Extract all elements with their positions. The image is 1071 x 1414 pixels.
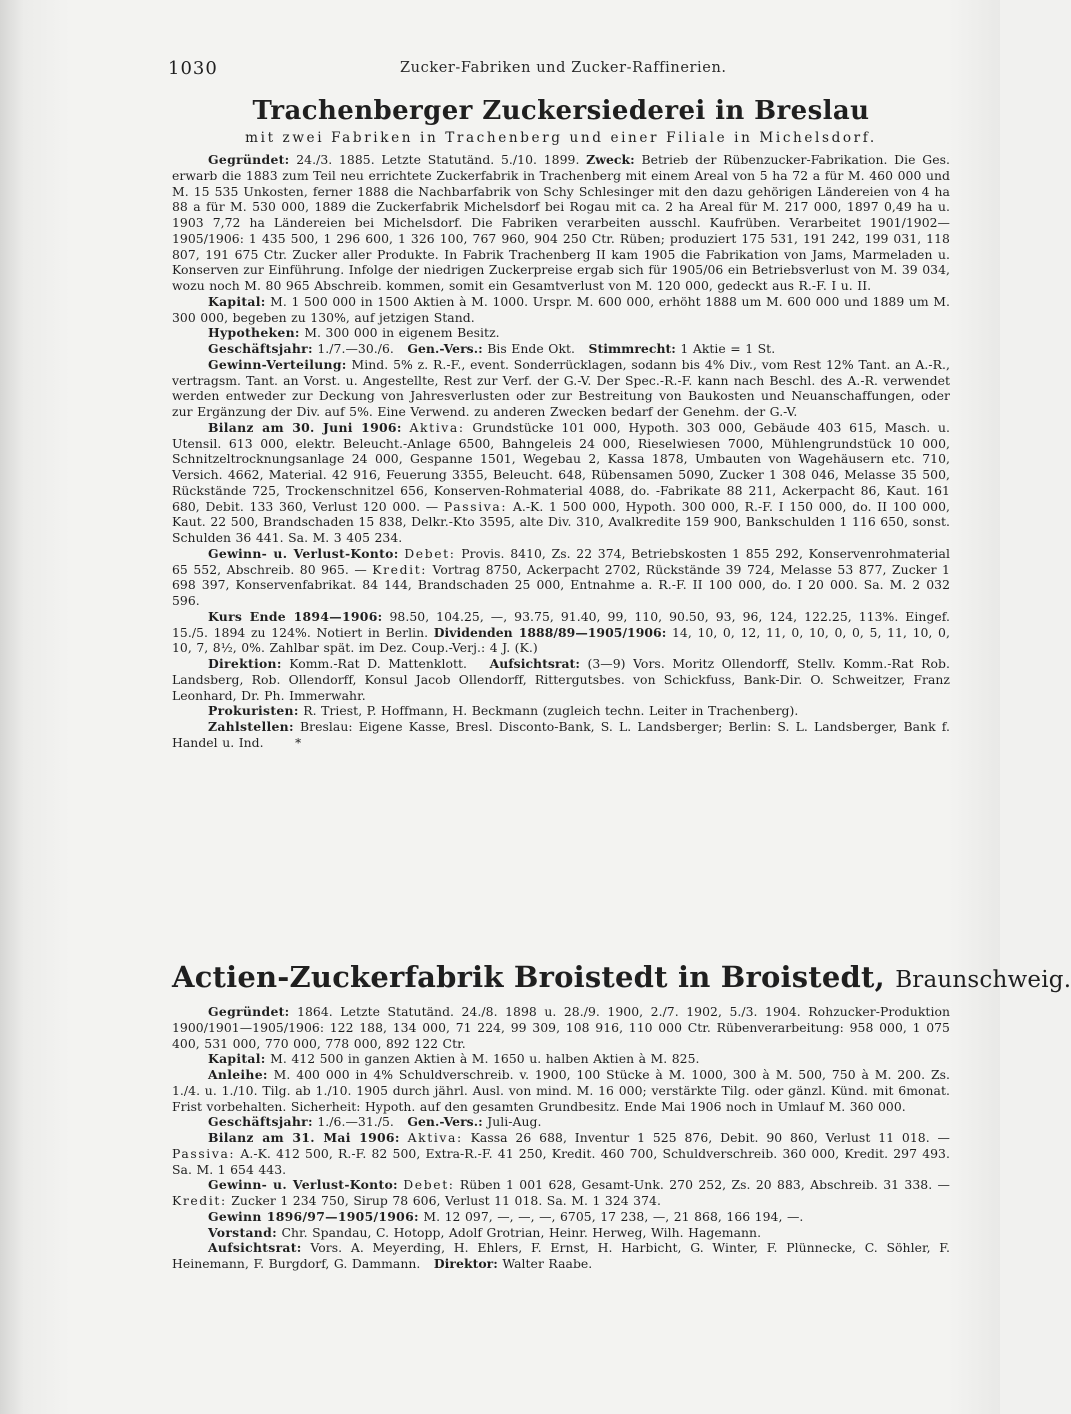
- text-aktiva: Kassa 26 688, Inventur 1 525 876, Debit. 90 860, Verlust 11 018. —: [470, 1130, 950, 1145]
- label-kredit: Kredit:: [372, 561, 428, 577]
- text-debet: Provis. 8410, Zs. 22 374, Betriebskosten 1 855 292, Konservenrohmaterial 65 552, Abschreib. 80 965. —: [172, 545, 950, 577]
- label-aktiva: Aktiva:: [407, 1130, 463, 1145]
- label-dividenden: Dividenden 1888/89—1905/1906:: [433, 624, 667, 640]
- page-number: 1030: [168, 58, 218, 79]
- paragraph-zahlstellen: [172, 719, 950, 752]
- label-direktor: Direktor:: [433, 1256, 498, 1271]
- paragraph-gewinn: [172, 1209, 950, 1225]
- paragraph-kapital: [172, 1051, 950, 1067]
- text-gegruendet: 24./3. 1885. Letzte Statutänd. 5./10. 1899.: [296, 152, 580, 167]
- label-hypotheken: Hypotheken:: [208, 325, 300, 341]
- entry-title: [172, 960, 1071, 994]
- end-mark: *: [295, 735, 302, 750]
- paragraph-geschaeftsjahr: [172, 341, 950, 357]
- paragraph-aufsichtsrat: [172, 1240, 950, 1272]
- label-debet: Debet:: [404, 545, 456, 561]
- paragraph-gegruendet: [172, 152, 950, 294]
- text-anleihe: M. 400 000 in 4% Schuldverschreib. v. 1900, 100 Stücke à M. 1000, 300 à M. 500, 750 à M. 200. Zs. 1./4. u. 1./10. Tilg. ab 1./10. 1905 durch jährl. Ausl. von mind. M. 16 000; verstärkte Tilg. oder gänzl. Künd. mit 6monat. Frist vorbehalten. Sicherheit: Hypoth. auf den gesamten Grundbesitz. Ende Mai 1906 noch in Umlauf M. 360 000.: [172, 1067, 951, 1114]
- text-passiva: A.-K. 1 500 000, Hypoth. 300 000, R.-F. I 150 000, do. II 100 000, Kaut. 22 500, Brandschaden 15 838, Delkr.-Kto 3595, alte Div. 310, Avalkredite 159 900, Bankschulden 1 116 650, sonst. Schulden 36 441. Sa. M. 3 405 234.: [172, 498, 950, 545]
- text-kapital: M. 1 500 000 in 1500 Aktien à M. 1000. Urspr. M. 600 000, erhöht 1888 um M. 600 000 und 1889 um M. 300 000, begeben zu 130%, auf jetzigen Stand.: [172, 293, 950, 325]
- text-stimmrecht: 1 Aktie = 1 St.: [680, 341, 776, 356]
- label-anleihe: Anleihe:: [208, 1067, 268, 1082]
- label-kurs: Kurs Ende 1894—1906:: [208, 608, 383, 624]
- label-bilanz: Bilanz am 30. Juni 1906:: [208, 419, 402, 435]
- label-direktion: Direktion:: [208, 656, 282, 671]
- text-gewinn: M. 12 097, —, —, —, 6705, 17 238, —, 21 868, 166 194, —.: [423, 1208, 804, 1224]
- paragraph-direktion: [172, 656, 950, 703]
- text-gewinnverteilung: Mind. 5% z. R.-F., event. Sonderrücklagen, sodann bis 4% Div., vom Rest 12% Tant. an A.-R., vertragsm. Tant. an Vorst. u. Angestellte, Rest zur Verf. der G.-V. Der Spec.-R.-F. kann nach Beschl. des A.-R. verwendet werden entweder zur Deckung von Jahresverlusten oder zur Bestreitung von Baukosten und Neuanschaffungen, oder zur Ergänzung der Div. auf 5%. Eine Verwend. zu anderen Zwecken bedarf der Genehm. der G.-V.: [172, 356, 950, 419]
- entry-title-main: Actien-Zuckerfabrik Broistedt in Broistedt,: [172, 960, 885, 994]
- label-guv: Gewinn- u. Verlust-Konto:: [208, 545, 399, 561]
- label-zahlstellen: Zahlstellen:: [208, 719, 294, 734]
- text-zweck: Betrieb der Rübenzucker-Fabrikation. Die Ges. erwarb die 1883 zum Teil neu errichtete Zuckerfabrik in Trachenberg mit einem Areal von 5 ha 72 a für M. 460 000 und M. 15 535 Unkosten, ferner 1888 die Nachbarfabrik von Schy Schlesinger mit den dazu gehörigen Ländereien von 4 ha 88 a für M. 530 000, 1889 die Zuckerfabrik Michelsdorf bei Rogau mit ca. 2 ha Areal für M. 217 000, 1897 0,49 ha u. 1903 7,72 ha Ländereien bei Michelsdorf. Die Fabriken verarbeiten ausschl. Kaufrüben. Verarbeitet 1901/1902—1905/1906: 1 435 500, 1 296 600, 1 326 100, 767 960, 904 250 Ctr. Rüben; produziert 175 531, 191 242, 199 031, 118 807, 191 675 Ctr. Zucker aller Produkte. In Fabrik Trachenberg II kam 1905 die Fabrikation von Jams, Marmeladen u. Konserven zur Einführung. Infolge der niedrigen Zuckerpreise ergab sich für 1905/06 ein Betriebsverlust von M. 39 034, wozu noch M. 80 965 Abschreib. kommen, somit ein Gesamtverlust von M. 120 000, gedeckt aus R.-F. I u. II.: [172, 152, 950, 293]
- text-direktion: Komm.-Rat D. Mattenklott.: [289, 656, 468, 671]
- entry-trachenberger: [172, 96, 950, 752]
- entry-broistedt: [172, 960, 1071, 1272]
- label-debet: Debet:: [403, 1177, 455, 1193]
- label-prokuristen: Prokuristen:: [208, 703, 299, 719]
- paragraph-hypotheken: [172, 325, 950, 341]
- label-gewinnverteilung: Gewinn-Verteilung:: [208, 356, 347, 372]
- paragraph-gegruendet: [172, 1004, 950, 1051]
- text-debet: Rüben 1 001 628, Gesamt-Unk. 270 252, Zs. 20 883, Abschreib. 31 338. —: [459, 1177, 950, 1193]
- entry-subtitle: mit zwei Fabriken in Trachenberg und einer Filiale in Michelsdorf.: [245, 130, 877, 146]
- label-geschaeftsjahr: Geschäftsjahr:: [208, 341, 313, 356]
- text-kredit: Vortrag 8750, Ackerpacht 2702, Rückstände 39 724, Melasse 53 877, Zucker 1 698 397, Konservenfabrikat. 84 144, Brandschaden 25 000, Entnahme a. R.-F. II 100 000, do. I 20 000. Sa. M. 2 032 596.: [172, 561, 950, 608]
- entry-title-place: Braunschweig.: [895, 967, 1071, 993]
- paragraph-guv: [172, 1177, 950, 1209]
- text-geschaeftsjahr: 1./7.—30./6.: [317, 341, 394, 356]
- label-stimmrecht: Stimmrecht:: [588, 341, 676, 356]
- paragraph-bilanz: [172, 420, 950, 546]
- paragraph-vorstand: [172, 1225, 950, 1241]
- text-gegruendet: 1864. Letzte Statutänd. 24./8. 1898 u. 28./9. 1900, 2./7. 1902, 5./3. 1904. Rohzucker-Produktion 1900/1901—1905/1906: 122 188, 134 000, 71 224, 99 309, 108 916, 110 000 Ctr. Rübenverarbeitung: 958 000, 1 075 400, 531 000, 770 000, 778 000, 892 122 Ctr.: [172, 1004, 950, 1051]
- paragraph-kapital: [172, 294, 950, 326]
- label-vorstand: Vorstand:: [208, 1224, 277, 1240]
- running-title: Zucker-Fabriken und Zucker-Raffinerien.: [400, 60, 727, 76]
- entry-title: Trachenberger Zuckersiederei in Breslau: [252, 96, 870, 126]
- text-aufsichtsrat: Vors. A. Meyerding, H. Ehlers, F. Ernst, H. Harbicht, G. Winter, F. Plünnecke, C. Söhler, F. Heinemann, F. Burgdorf, G. Dammann.: [172, 1240, 950, 1271]
- text-aktiva: Grundstücke 101 000, Hypoth. 303 000, Gebäude 403 615, Masch. u. Utensil. 613 000, elektr. Beleucht.-Anlage 6500, Bahngeleis 24 000, Rieselwiesen 7000, Mühlengrundstück 10 000, Schnitzeltrocknungsanlage 24 000, Gespanne 1501, Wegebau 2, Kassa 1878, Umbauten von Wagehäusern etc. 710, Versich. 4662, Material. 42 916, Feuerung 3355, Beleucht. 648, Rübensamen 5090, Zucker 1 308 046, Melasse 35 500, Rückstände 725, Trockenschnitzel 656, Konserven-Rohmaterial 4088, do. -Fabrikate 88 211, Ackerpacht 86, Kaut. 161 680, Debit. 133 360, Verlust 120 000. —: [172, 419, 950, 514]
- label-genvers: Gen.-Vers.:: [407, 341, 483, 356]
- paragraph-anleihe: [172, 1067, 950, 1114]
- label-aufsichtsrat: Aufsichtsrat:: [208, 1240, 302, 1256]
- text-kredit: Zucker 1 234 750, Sirup 78 606, Verlust 11 018. Sa. M. 1 324 374.: [231, 1193, 661, 1208]
- text-kapital: M. 412 500 in ganzen Aktien à M. 1650 u. halben Aktien à M. 825.: [270, 1051, 700, 1067]
- label-kredit: Kredit:: [172, 1193, 227, 1208]
- text-zahlstellen: Breslau: Eigene Kasse, Bresl. Disconto-Bank, S. L. Landsberger; Berlin: S. L. Landsberger, Bank f. Handel u. Ind.: [172, 719, 950, 750]
- paragraph-geschaeftsjahr: [172, 1114, 950, 1130]
- text-kurs: 98.50, 104.25, —, 93.75, 91.40, 99, 110, 90.50, 93, 96, 124, 122.25, 113%. Eingef. 15./5. 1894 zu 124%. Notiert in Berlin.: [172, 608, 950, 640]
- paragraph-bilanz: [172, 1130, 950, 1177]
- text-prokuristen: R. Triest, P. Hoffmann, H. Beckmann (zugleich techn. Leiter in Trachenberg).: [303, 703, 799, 719]
- label-passiva: Passiva:: [443, 498, 508, 514]
- label-aktiva: Aktiva:: [409, 419, 465, 435]
- paragraph-gewinnverteilung: [172, 357, 950, 420]
- label-geschaeftsjahr: Geschäftsjahr:: [208, 1114, 313, 1130]
- text-genvers: Bis Ende Okt.: [487, 341, 576, 356]
- label-passiva: Passiva:: [172, 1145, 236, 1161]
- label-kapital: Kapital:: [208, 293, 266, 309]
- label-gewinn: Gewinn 1896/97—1905/1906:: [208, 1208, 419, 1224]
- text-vorstand: Chr. Spandau, C. Hotopp, Adolf Grotrian, Heinr. Herweg, Wilh. Hagemann.: [281, 1224, 762, 1240]
- paragraph-prokuristen: [172, 703, 950, 719]
- label-genvers: Gen.-Vers.:: [407, 1114, 483, 1130]
- label-gegruendet: Gegründet:: [208, 1004, 290, 1019]
- text-aufsichtsrat: (3—9) Vors. Moritz Ollendorff, Stellv. Komm.-Rat Rob. Landsberg, Rob. Ollendorff, Konsul Jacob Ollendorff, Rittergutsbes. von Schickfuss, Bank-Dir. O. Schweitzer, Franz Leonhard, Dr. Ph. Immerwahr.: [172, 656, 950, 703]
- label-aufsichtsrat: Aufsichtsrat:: [489, 656, 580, 671]
- label-zweck: Zweck:: [586, 152, 635, 167]
- text-direktor: Walter Raabe.: [502, 1256, 593, 1271]
- label-bilanz: Bilanz am 31. Mai 1906:: [208, 1130, 400, 1145]
- label-guv: Gewinn- u. Verlust-Konto:: [208, 1177, 398, 1193]
- text-hypotheken: M. 300 000 in eigenem Besitz.: [304, 325, 500, 341]
- text-genvers: Juli-Aug.: [487, 1114, 542, 1130]
- label-kapital: Kapital:: [208, 1051, 266, 1067]
- text-passiva: A.-K. 412 500, R.-F. 82 500, Extra-R.-F. 41 250, Kredit. 460 700, Schuldverschreib. 360 000, Kredit. 297 493. Sa. M. 1 654 443.: [172, 1145, 950, 1177]
- label-gegruendet: Gegründet:: [208, 152, 290, 167]
- text-dividenden: 14, 10, 0, 12, 11, 0, 10, 0, 0, 5, 11, 10, 0, 10, 7, 8½, 0%. Zahlbar spät. im Dez. Coup.-Verj.: 4 J. (K.): [172, 624, 950, 656]
- paragraph-kurs: [172, 609, 950, 656]
- text-geschaeftsjahr: 1./6.—31./5.: [317, 1114, 394, 1130]
- paragraph-guv: [172, 546, 950, 609]
- page-header: [168, 58, 948, 82]
